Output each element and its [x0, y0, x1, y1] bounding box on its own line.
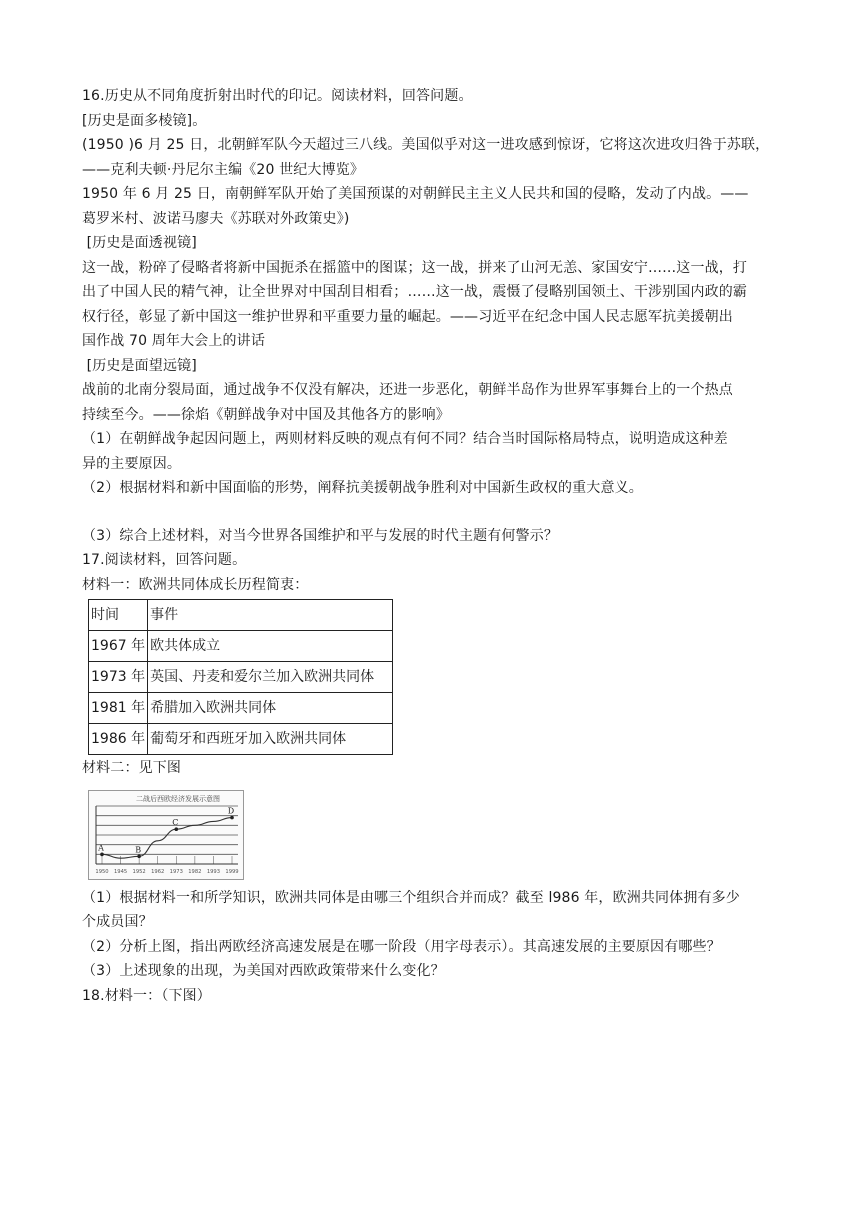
- table-row: [89, 631, 393, 662]
- chart-point: [174, 827, 178, 831]
- chart-point-label: C: [172, 817, 179, 827]
- q16-mirror3-title: [历史是面望远镜]: [82, 357, 197, 374]
- q17-material1-caption: 材料一：欧洲共同体成长历程简衷：: [82, 576, 309, 593]
- q16-material2-line: 1950 年 6 月 25 日，南朝鲜军队开始了美国预谋的对朝鲜民主主义人民共和国的侵略，发动了内战。——: [82, 186, 749, 202]
- chart-point: [230, 815, 234, 819]
- q18-heading: 18.材料一：（下图）: [82, 987, 211, 1004]
- q17-heading: 17.阅读材料，回答问题。: [82, 552, 247, 568]
- table-cell: 1967 年: [89, 631, 148, 662]
- q16-material4-line: 持续至今。——徐焰《朝鲜战争对中国及其他各方的影响》: [82, 406, 450, 423]
- table-cell: 葡萄牙和西班牙加入欧洲共同体: [148, 724, 393, 755]
- q16-mirror2-title: [历史是面透视镜]: [82, 235, 197, 251]
- table-cell: 1981 年: [89, 693, 148, 724]
- document-page: [82, 84, 782, 1008]
- q17-sub-question-3: （3）上述现象的出现，为美国对西欧政策带来什么变化？: [82, 963, 445, 979]
- chart-x-tick-label: 1973: [169, 868, 183, 875]
- chart-x-tick-label: 1982: [188, 868, 202, 875]
- table-header-cell: 时间: [89, 600, 148, 631]
- q17-sub-question-1-cont: 个成员国？: [82, 914, 153, 930]
- q16-sub-question-1: （1）在朝鲜战争起因问题上，两则材料反映的观点有何不同？结合当时国际格局特点，说明造成这种差: [82, 431, 728, 447]
- q16-material3-line: 国作战 70 周年大会上的讲话: [82, 333, 265, 349]
- q16-material1-source: ——克利夫顿·丹尼尔主编《20 世纪大博览》: [82, 161, 365, 178]
- q16-sub-question-1-cont: 异的主要原因。: [82, 455, 182, 472]
- q16-heading: 16.历史从不同角度折射出时代的印记。阅读材料，回答问题。: [82, 88, 473, 104]
- q16-material1-line: (1950 )6 月 25 日，北朝鲜军队今天超过三八线。美国似乎对这一进攻感到惊讶，它将这次进攻归咎于苏联，: [82, 137, 770, 153]
- table-cell: 1986 年: [89, 724, 148, 755]
- table-cell: 希腊加入欧洲共同体: [148, 693, 393, 724]
- q16-material3-line: 出了中国人民的精气神，让全世界对中国刮目相看；……这一战，震慑了侵略别国领土、干涉别国内政的霸: [82, 284, 748, 300]
- table-cell: 英国、丹麦和爱尔兰加入欧洲共同体: [148, 662, 393, 693]
- chart-svg: [88, 790, 244, 880]
- eec-history-table: [88, 599, 393, 755]
- table-cell: 1973 年: [89, 662, 148, 693]
- chart-point-label: A: [98, 842, 104, 852]
- chart-x-tick-label: 1945: [113, 868, 128, 875]
- q16-sub-question-2: （2）根据材料和新中国面临的形势，阐释抗美援朝战争胜利对中国新生政权的重大意义。: [82, 480, 643, 496]
- chart-x-tick-label: 1999: [225, 868, 239, 875]
- table-header-row: [89, 600, 393, 631]
- q16-sub-question-3: （3）综合上述材料，对当今世界各国维护和平与发展的时代主题有何警示？: [82, 527, 559, 544]
- table-cell: 欧共体成立: [148, 631, 393, 662]
- q16-mirror1-title: [历史是面多棱镜]。: [82, 112, 207, 129]
- q17-sub-question-2: （2）分析上图，指出两欧经济高速发展是在哪一阶段（用字母表示）。其高速发展的主要原因有哪些？: [82, 938, 721, 955]
- chart-x-tick-label: 1950: [95, 868, 109, 875]
- chart-title: 二战后西欧经济发展示意图: [136, 794, 220, 803]
- chart-point: [100, 852, 104, 856]
- chart-point-label: D: [227, 806, 235, 816]
- q16-material4-line: 战前的北南分裂局面，通过战争不仅没有解决，还进一步恶化，朝鲜半岛作为世界军事舞台上的一个热点: [82, 382, 733, 398]
- west-europe-economy-chart: [88, 790, 244, 880]
- chart-x-tick-label: 1952: [132, 868, 146, 875]
- table-row: [89, 693, 393, 724]
- q16-material3-line: 这一战，粉碎了侵略者将新中国扼杀在摇篮中的图谋；这一战，拼来了山河无恙、家国安宁……这一战，打: [82, 259, 748, 276]
- q16-material3-line: 权行径，彰显了新中国这一维护世界和平重要力量的崛起。——习近平在纪念中国人民志愿军抗美援朝出: [82, 308, 733, 325]
- q17-material2-caption: 材料二：见下图: [82, 760, 182, 776]
- chart-point: [137, 854, 141, 858]
- table-row: [89, 724, 393, 755]
- chart-x-tick-label: 1993: [206, 868, 221, 875]
- q17-sub-question-1: （1）根据材料一和所学知识，欧洲共同体是由哪三个组织合并而成？截至 l986 年，欧洲共同体拥有多少: [82, 889, 740, 906]
- table-row: [89, 662, 393, 693]
- answer-space: [82, 501, 782, 524]
- table-header-cell: 事件: [148, 600, 393, 631]
- q16-material2-source: 葛罗米村、波诺马廖夫《苏联对外政策史》): [82, 210, 350, 227]
- chart-x-tick-label: 1962: [151, 868, 165, 875]
- chart-point-label: B: [135, 844, 142, 854]
